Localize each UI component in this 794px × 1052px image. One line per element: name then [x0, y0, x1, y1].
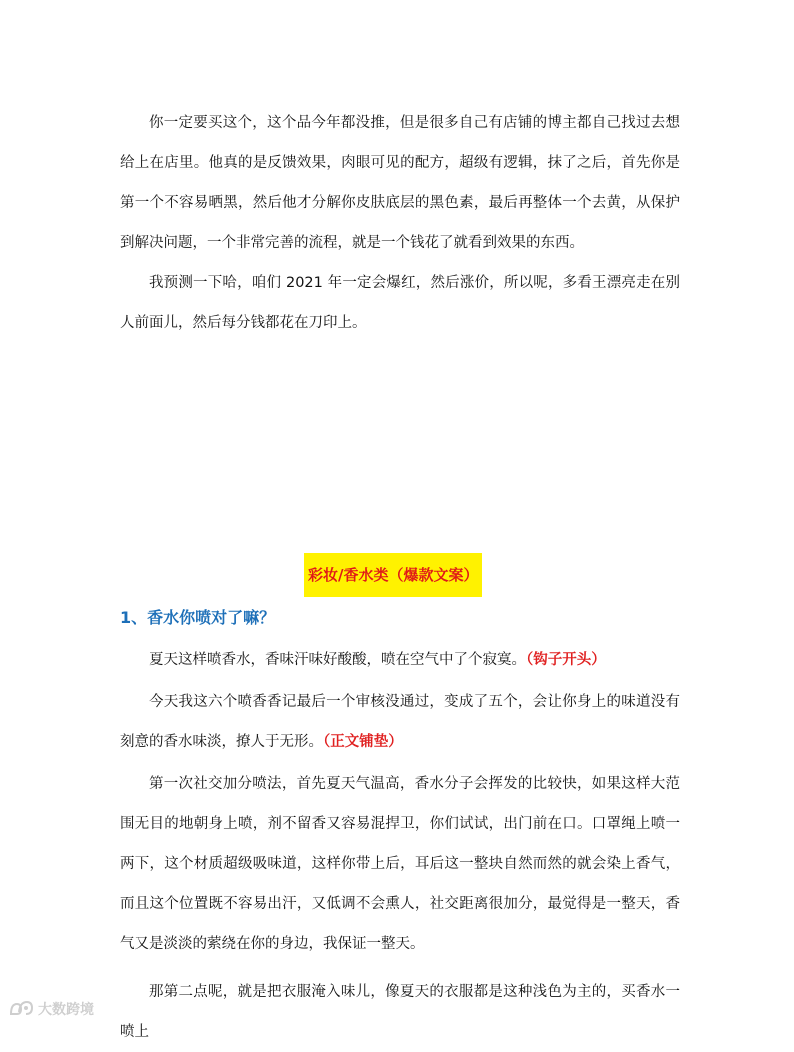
paragraph-tag: （钩子开头）	[526, 652, 606, 668]
paragraph-text: 夏天这样喷香水，香味汗味好酸酸，喷在空气中了个寂寞。	[149, 652, 526, 668]
paragraph-method-two: 那第二点呢，就是把衣服淹入味儿，像夏天的衣服都是这种浅色为主的，买香水一喷上	[120, 984, 680, 1040]
paragraph-setup	[120, 682, 680, 762]
paragraph-hook	[120, 640, 680, 680]
paragraph-intro: 你一定要买这个，这个品今年都没推，但是很多自己有店铺的博主都自己找过去想给上在店里。他真的是反馈效果，肉眼可见的配方，超级有逻辑，抹了之后，首先你是第一个不容易晒黑，然后他才分解你皮肤底层的黑色素，最后再整体一个去黄，从保护到解决问题，一个非常完善的流程，就是一个钱花了就看到效果的东西。	[120, 115, 680, 251]
paragraph-text: 今天我这六个喷香香记最后一个审核没通过，变成了五个，会让你身上的味道没有刻意的香水味淡，撩人于无形。	[120, 694, 680, 750]
watermark-text: 大数跨境	[38, 1002, 94, 1018]
paragraph-tag: （正文铺垫）	[323, 734, 403, 750]
paragraph-prediction: 我预测一下哈，咱们 2021 年一定会爆红，然后涨价，所以呢，多看王漂亮走在别人前面儿，然后每分钱都花在刀印上。	[120, 275, 680, 331]
section-title: 彩妆/香水类（爆款文案）	[304, 553, 482, 597]
watermark-logo-icon	[8, 998, 34, 1020]
sub-heading: 1、香水你喷对了嘛？	[120, 608, 276, 627]
paragraph-method-one: 第一次社交加分喷法，首先夏天气温高，香水分子会挥发的比较快，如果这样大范围无目的地朝身上喷，剂不留香又容易混捍卫，你们试试，出门前在口。口罩绳上喷一两下，这个材质超级吸味道，这样你带上后，耳后这一整块自然而然的就会染上香气，而且这个位置既不容易出汗，又低调不会熏人，社交距离很加分，最觉得是一整天，香气又是淡淡的萦绕在你的身边，我保证一整天。	[120, 776, 680, 952]
watermark	[8, 996, 94, 1022]
